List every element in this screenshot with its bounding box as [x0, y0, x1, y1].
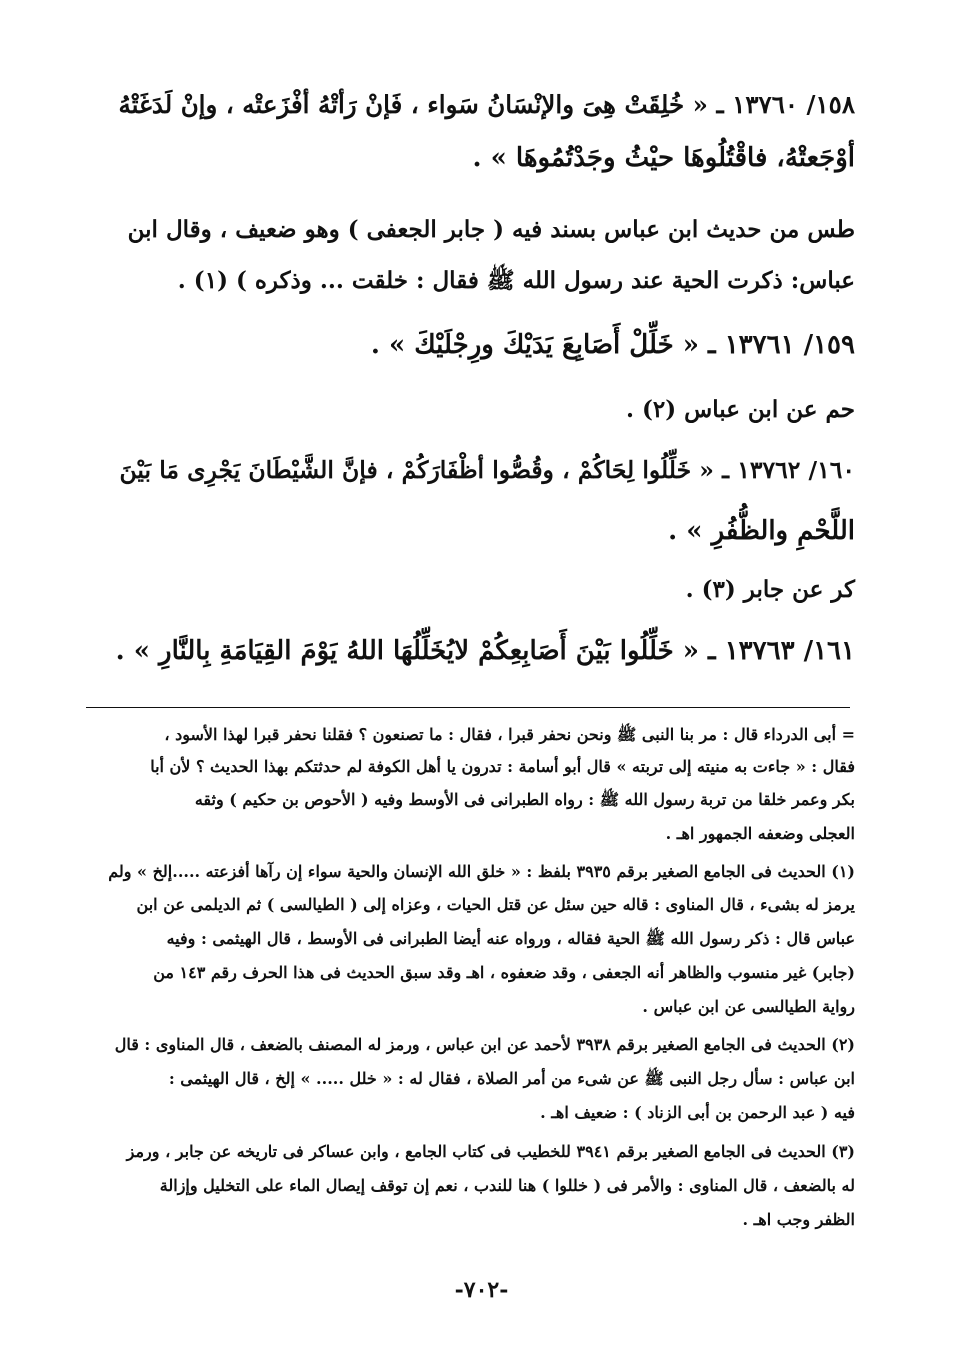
hadith-160-line-2: اللَّحْمِ والظُّفُرِ » .: [668, 516, 855, 546]
hadith-160-line-1: ١٦٠/ ١٣٧٦٢ ـ « خَلِّلُوا لِحَاكُمْ ، وقُصُّوا أظْفَارَكُمْ ، فإنَّ الشَّيْطَانَ يَجْرِى مَا بَيْنَ: [119, 456, 855, 484]
footnote-continued-line-3: بكر وعمر خلقا من تربة رسول الله ﷺ : رواه الطبرانى فى الأوسط وفيه ( الأحوص بن حكيم ) وثقه: [194, 790, 855, 809]
footnote-3-line-2: له بالضعف ، قال المناوى : والأمر فى ( خللوا ) هنا للندب ، نعم إن توقف إيصال الماء على التخليل وإزالة: [159, 1176, 855, 1195]
footnote-1-line-3: عباس قال : ذكر رسول الله ﷺ الحية فقاله ، ورواه عنه أيضا الطبرانى فى الأوسط ، قال الهيثمى : وفيه: [166, 929, 855, 948]
footnote-1-line-2: يرمز له بشىء ، قال المناوى : قاله حين سئل عن قتل الحيات ، وعزاه إلى ( الطيالسى ) ثم الديلمى عن ابن: [136, 895, 855, 914]
source-159: حم عن ابن عباس (٢) .: [626, 396, 855, 423]
source-158-line-2: عباس: ذكرت الحية عند رسول الله ﷺ فقال : خلقت ... وذكره ) (١) .: [177, 267, 855, 294]
footnote-continued-line-4: العجلى وضعفه الجمهور اهـ .: [665, 824, 855, 843]
footnote-continued-line-1: = أبى الدرداء قال : مر بنا النبى ﷺ ونحن نحفر قبرا ، فقال : ما تصنعون ؟ فقلنا نحفر قبرا لهذا الأسود ،: [164, 725, 855, 744]
hadith-158-line-2: أوْجَعتْهُ، فاقْتُلُوهَا حيْثُ وجَدْتُمُوهَا » .: [472, 143, 855, 173]
footnote-3-line-3: الظفر وجب اهـ .: [742, 1210, 855, 1229]
footnote-1-line-5: رواية الطيالسى عن ابن عباس .: [642, 997, 855, 1016]
footnote-1-line-4: (جابر) غير منسوب والظاهر أنه الجعفى ، وقد ضعفوه ، اهـ وقد سبق الحديث فى هذا الحرف رقم ١٤٣ من: [153, 963, 855, 982]
source-160: كر عن جابر (٣) .: [685, 576, 855, 603]
hadith-161: ١٦١/ ١٣٧٦٣ ـ « خَلِّلُوا بَيْنَ أَصَابِعِكُمْ لايُخَلِّلُهَا اللهُ يَوْمَ القِيَامَةِ بِالنَّارِ » .: [115, 636, 855, 666]
page-number: -٧٠٢-: [454, 1277, 509, 1303]
footnote-separator: [86, 707, 850, 708]
footnote-2-line-3: فيه ( عبد الرحمن بن أبى الزناد ) : ضعيف اهـ .: [540, 1103, 855, 1122]
hadith-159: ١٥٩/ ١٣٧٦١ ـ « خَلِّلْ أَصَابِعَ يَدَيْكَ ورِجْلَيْكَ » .: [370, 330, 855, 360]
footnote-2-line-1: (٢) الحديث فى الجامع الصغير برقم ٣٩٣٨ لأحمد عن ابن عباس ، ورمز له المصنف بالضعف ، قال المناوى : قال: [114, 1035, 855, 1054]
hadith-158-line-1: ١٥٨/ ١٣٧٦٠ ـ « خُلِقَتْ هِىَ والإنْسَانُ سَواء ، فَإنْ رَأتْهُ أفْزَعتْه ، وإنْ لَدَغَتْهُ: [118, 90, 855, 119]
footnote-continued-line-2: فقال : « جاءت به منيته إلى تربته » قال أبو أسامة : تدرون يا أهل الكوفة لم حدثتكم بهذا الحديث ؟ لأن أبا: [150, 757, 855, 776]
footnote-3-line-1: (٣) الحديث فى الجامع الصغير برقم ٣٩٤١ للخطيب فى كتاب الجامع ، وابن عساكر فى تاريخه عن جابر ، ورمز: [126, 1142, 855, 1161]
source-158-line-1: طس من حديث ابن عباس بسند فيه ( جابر الجعفى ) وهو ضعيف ، وقال ابن: [127, 216, 855, 243]
footnote-1-line-1: (١) الحديث فى الجامع الصغير برقم ٣٩٣٥ بلفظ : « خلق الله الإنسان والحية سواء إن رآها أفزعته .....إلخ » ولم: [108, 862, 855, 881]
footnote-2-line-2: ابن عباس : سأل رجل النبى ﷺ عن شىء من أمر الصلاة ، فقال له : « خلل ..... » إلخ ، قال الهيثمى :: [168, 1069, 855, 1088]
